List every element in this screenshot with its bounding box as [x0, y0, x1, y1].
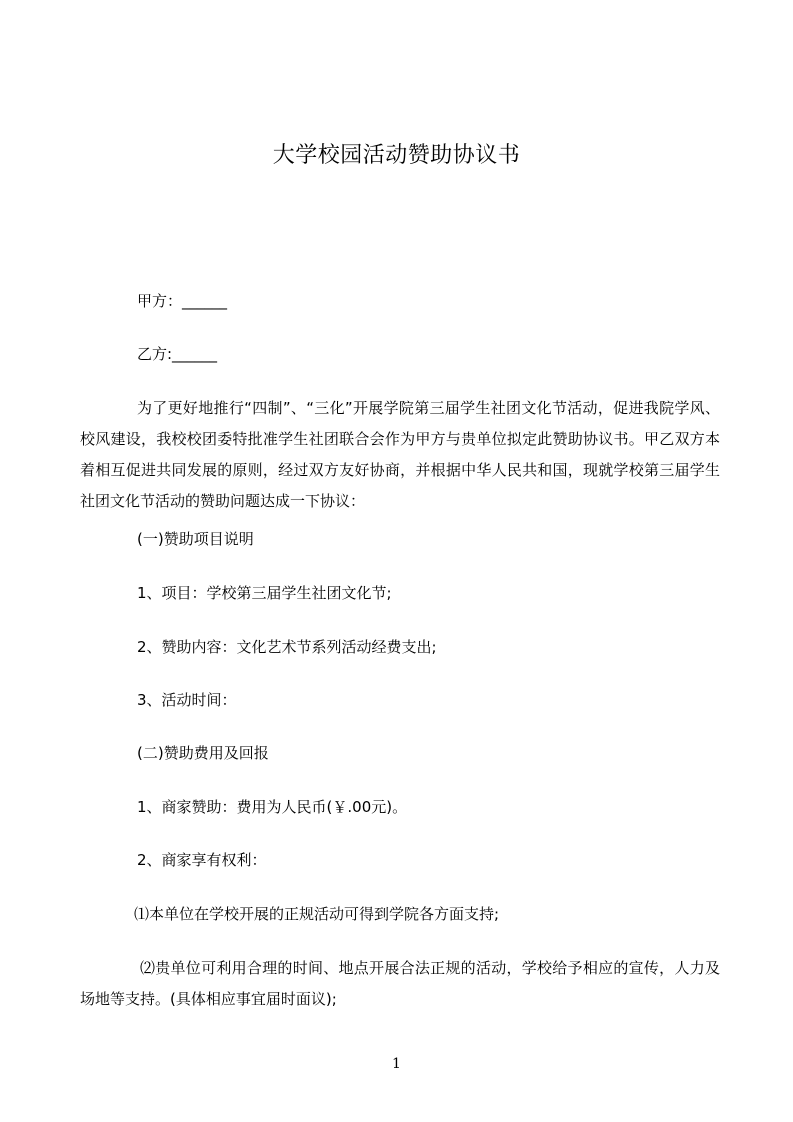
section-1-item-3: 3、活动时间：: [137, 691, 237, 709]
section-1-item-2: 2、赞助内容：文化艺术节系列活动经费支出;: [137, 638, 437, 656]
right-item-1: ⑴本单位在学校开展的正规活动可得到学院各方面支持;: [134, 905, 500, 923]
right-item-2: ⑵贵单位可利用合理的时间、地点开展合法正规的活动，学校给予相应的宣传，人力及场地等支持。(具体相应事宜届时面议);: [80, 959, 720, 1008]
section-1-heading: (一)赞助项目说明: [137, 530, 254, 548]
section-2-item-1: 1、商家赞助：费用为人民币(￥.00元)。: [137, 798, 408, 816]
section-2-item-2: 2、商家享有权利：: [137, 851, 267, 869]
party-a-line: 甲方：______: [137, 292, 228, 310]
party-b-line: 乙方:______: [137, 345, 218, 363]
page-number: 1: [392, 1056, 401, 1072]
document-title: 大学校园活动赞助协议书: [272, 143, 521, 168]
intro-paragraph: 为了更好地推行“四制”、“三化”开展学院第三届学生社团文化节活动，促进我院学风、校风建设，我校校团委特批准学生社团联合会作为甲方与贵单位拟定此赞助协议书。甲乙双方本着相互促进共同发展的原则，经过双方友好协商，并根据中华人民共和国，现就学校第三届学生社团文化节活动的赞助问题达成一下协议：: [80, 399, 720, 510]
section-2-heading: (二)赞助费用及回报: [137, 744, 269, 762]
section-1-item-1: 1、项目：学校第三届学生社团文化节;: [137, 584, 392, 602]
